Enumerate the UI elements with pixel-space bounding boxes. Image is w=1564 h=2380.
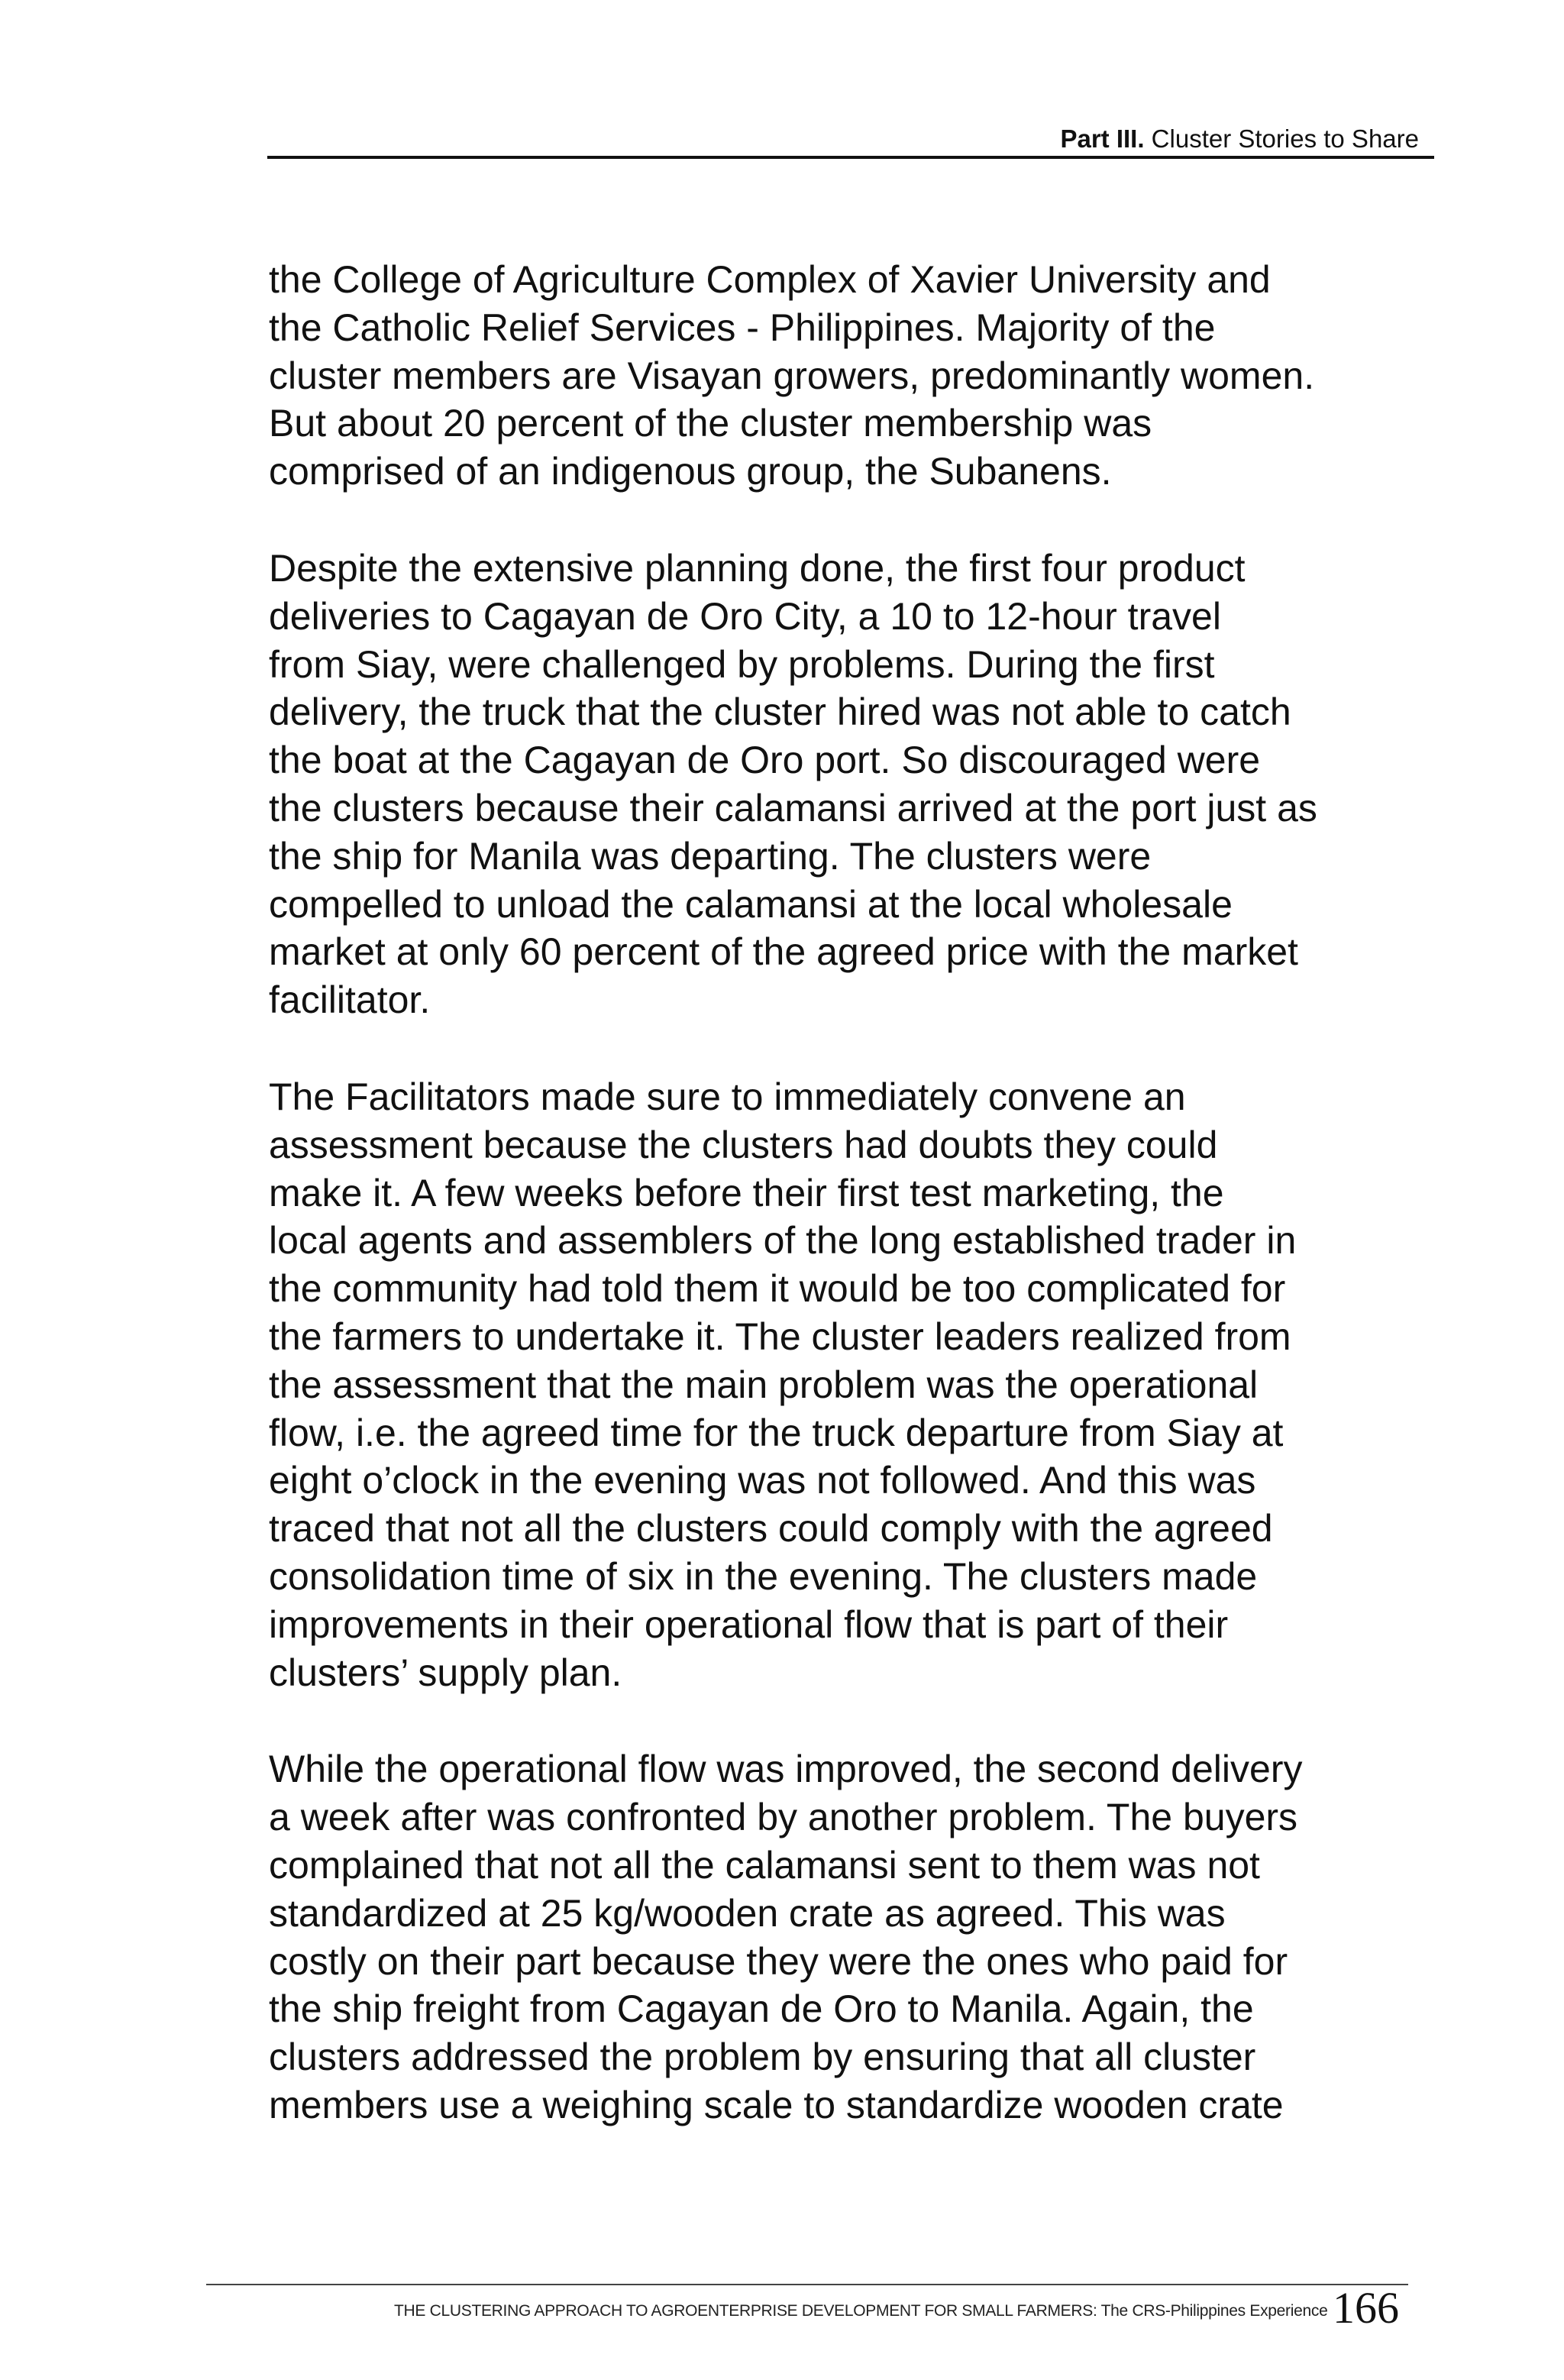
header-part-label: Part III. — [1060, 124, 1145, 153]
paragraph: The Facilitators made sure to immediately convene an assessment because the clusters had doubts they could make it. A few weeks before their first test marketing, the local agents and assemblers of the long established trader in the community had told them it would be too complicated for the farmers to undertake it. The cluster leaders realized from the assessment that the main problem was the operational flow, i.e. the agreed time for the truck departure from Siay at eight o’clock in the evening was not followed. And this was traced that not all the clusters could comply with the agreed consolidation time of six in the evening. The clusters made improvements in their operational flow that is part of their clusters’ supply plan. — [269, 1075, 1297, 1694]
paragraph: While the operational flow was improved, the second delivery a week after was confronted by another problem. The buyers complained that not all the calamansi sent to them was not standardized at 25 kg/wooden crate as agreed. This was costly on their part because they were the ones who paid for the ship freight from Cagayan de Oro to Manila. Again, the clusters addressed the problem by ensuring that all cluster members use a weighing scale to standardize wooden crate — [269, 1748, 1303, 2126]
header-section-title: Cluster Stories to Share — [1151, 124, 1419, 153]
footer-book-title: THE CLUSTERING APPROACH TO AGROENTERPRISE DEVELOPMENT FOR SMALL FARMERS: The CRS-Philippines Experience — [394, 2302, 1328, 2320]
running-header — [267, 122, 1434, 159]
page-number: 166 — [1333, 2283, 1399, 2333]
body-text — [269, 256, 1460, 2129]
paragraph: the College of Agriculture Complex of Xavier University and the Catholic Relief Services - Philippines. Majority of the cluster members are Visayan growers, predominantly women. But about 20 percent of the cluster membership was comprised of an indigenous group, the Subanens. — [269, 258, 1315, 493]
footer-rule — [206, 2284, 1408, 2285]
paragraph: Despite the extensive planning done, the first four product deliveries to Cagayan de Oro City, a 10 to 12-hour travel from Siay, were challenged by problems. During the first delivery, the truck that the cluster hired was not able to catch the boat at the Cagayan de Oro port. So discouraged were the clusters because their calamansi arrived at the port just as the ship for Manila was departing. The clusters were compelled to unload the calamansi at the local wholesale market at only 60 percent of the agreed price with the market facilitator. — [269, 546, 1317, 1022]
header-text — [1060, 124, 1419, 154]
